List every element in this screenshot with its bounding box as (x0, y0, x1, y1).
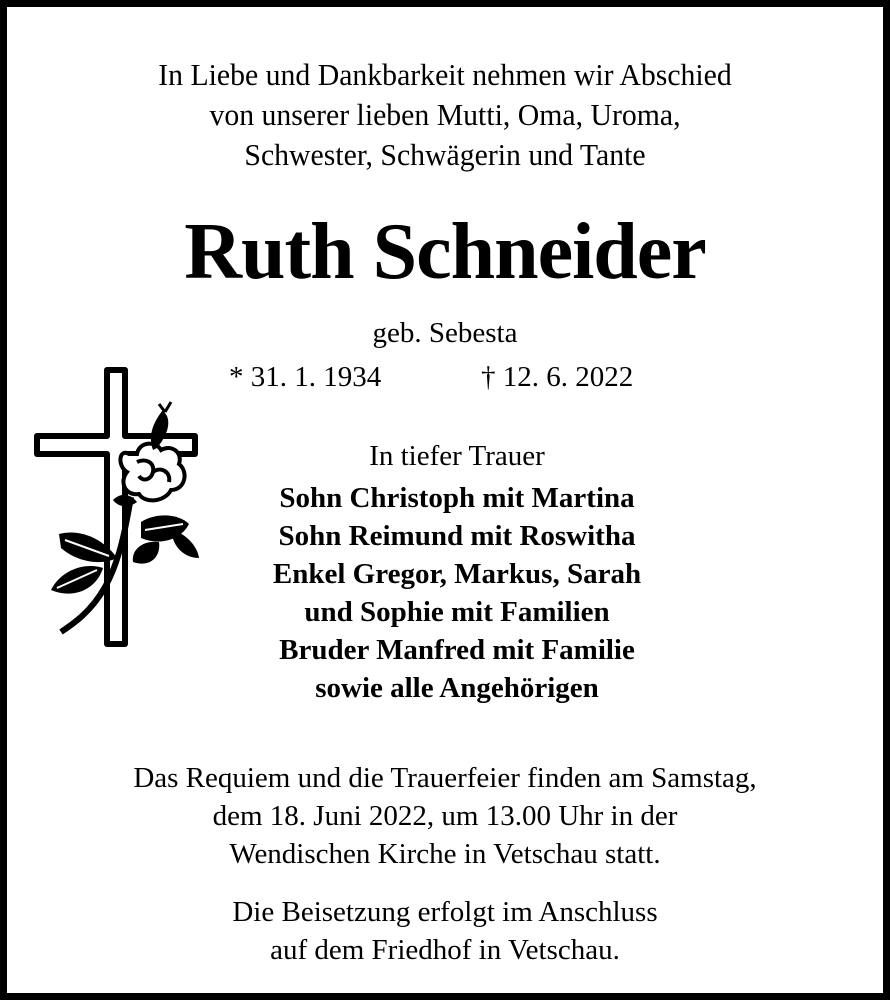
burial-line: auf dem Friedhof in Vetschau. (270, 934, 620, 966)
obituary-card (7, 7, 883, 993)
ceremony-line: Das Requiem und die Trauerfeier finden am Samstag, (133, 762, 757, 794)
burial-info (7, 893, 883, 969)
mourning-heading: In tiefer Trauer (369, 440, 545, 472)
mourners-list (157, 479, 757, 707)
mourner-line: Enkel Gregor, Markus, Sarah (272, 558, 642, 590)
birth-date: * 31. 1. 1934 (229, 361, 382, 393)
intro-text (25, 55, 866, 175)
deceased-name: Ruth Schneider (184, 208, 706, 296)
mourner-line: und Sophie mit Familien (304, 596, 610, 628)
intro-line: In Liebe und Dankbarkeit nehmen wir Abschied (158, 57, 732, 92)
ceremony-line: Wendischen Kirche in Vetschau statt. (229, 838, 661, 870)
mourner-line: Bruder Manfred mit Familie (279, 634, 635, 666)
burial-line: Die Beisetzung erfolgt im Anschluss (232, 896, 658, 928)
intro-line: von unserer lieben Mutti, Oma, Uroma, (209, 97, 681, 132)
intro-line: Schwester, Schwägerin und Tante (244, 137, 646, 172)
mourner-line: Sohn Christoph mit Martina (279, 482, 635, 514)
ceremony-line: dem 18. Juni 2022, um 13.00 Uhr in der (212, 800, 678, 832)
death-date: † 12. 6. 2022 (481, 361, 634, 393)
ceremony-info (7, 759, 883, 873)
mourner-line: sowie alle Angehörigen (315, 672, 599, 704)
maiden-name: geb. Sebesta (372, 317, 518, 349)
mourner-line: Sohn Reimund mit Roswitha (278, 520, 636, 552)
